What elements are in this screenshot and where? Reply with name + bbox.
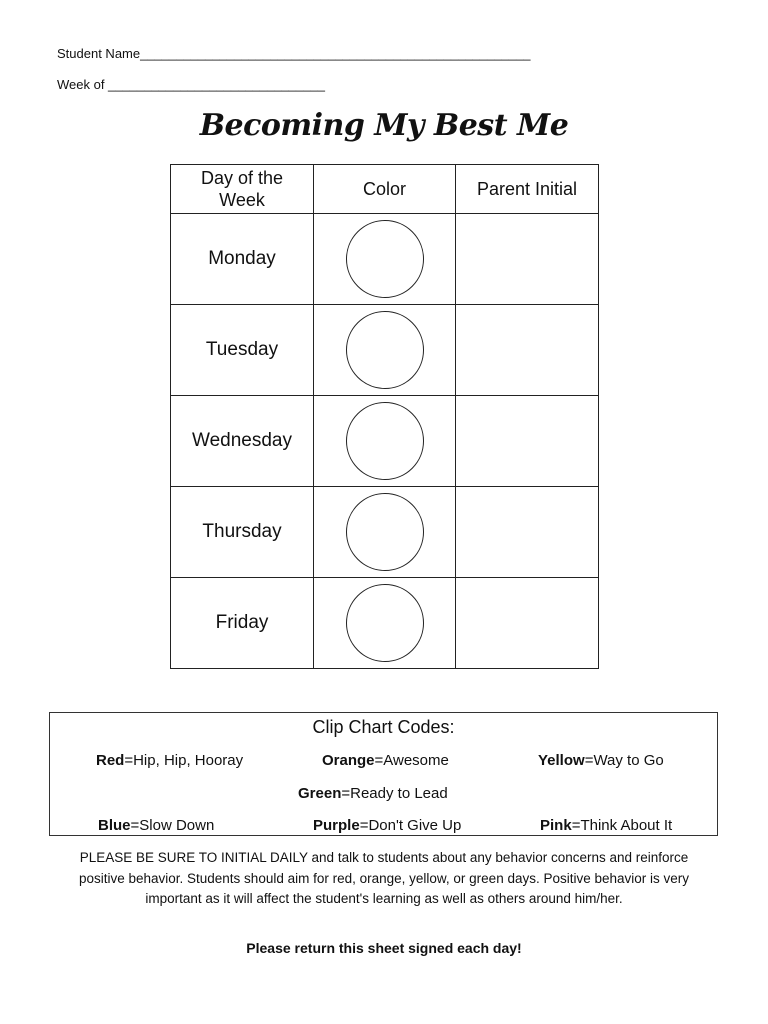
code-yellow — [538, 752, 664, 769]
color-circle[interactable] — [346, 220, 424, 298]
parent-initial-cell[interactable] — [456, 487, 599, 578]
table-row — [171, 214, 599, 305]
code-blue — [98, 817, 214, 834]
code-meaning: =Slow Down — [130, 817, 215, 834]
code-meaning: =Awesome — [374, 752, 449, 769]
header-day-label: Day of the Week — [200, 168, 284, 210]
code-red — [96, 752, 243, 769]
code-orange — [322, 752, 449, 769]
day-label: Monday — [171, 214, 314, 305]
parent-initial-cell[interactable] — [456, 305, 599, 396]
parent-initial-cell[interactable] — [456, 396, 599, 487]
code-meaning: =Ready to Lead — [341, 785, 448, 802]
table-row — [171, 396, 599, 487]
color-cell[interactable] — [314, 214, 456, 305]
code-meaning: =Think About It — [571, 817, 673, 834]
table-row — [171, 578, 599, 669]
page-title: Becoming My Best Me — [199, 108, 569, 143]
code-meaning: =Don't Give Up — [359, 817, 462, 834]
student-name-field[interactable]: Student Name______________________________________________________ — [57, 46, 531, 61]
code-meaning: =Hip, Hip, Hooray — [124, 752, 244, 769]
clip-chart-codes-box — [49, 712, 718, 836]
color-circle[interactable] — [346, 493, 424, 571]
clip-chart-codes-title: Clip Chart Codes: — [312, 717, 455, 737]
color-cell[interactable] — [314, 487, 456, 578]
day-label: Tuesday — [171, 305, 314, 396]
day-label: Wednesday — [171, 396, 314, 487]
code-color: Yellow — [538, 752, 585, 769]
code-color: Red — [96, 752, 125, 769]
code-purple — [313, 817, 461, 834]
code-color: Green — [298, 785, 342, 802]
week-of-field[interactable]: Week of ______________________________ — [57, 77, 325, 92]
code-meaning: =Way to Go — [584, 752, 664, 769]
header-parent-initial: Parent Initial — [456, 165, 599, 214]
code-color: Purple — [313, 817, 360, 834]
header-day — [171, 165, 314, 214]
parent-initial-cell[interactable] — [456, 214, 599, 305]
day-label: Thursday — [171, 487, 314, 578]
code-green — [298, 785, 448, 802]
table-row — [171, 487, 599, 578]
color-cell[interactable] — [314, 396, 456, 487]
color-circle[interactable] — [346, 402, 424, 480]
header-color: Color — [314, 165, 456, 214]
code-pink — [540, 817, 672, 834]
color-circle[interactable] — [346, 584, 424, 662]
code-color: Blue — [98, 817, 131, 834]
instructions-note: PLEASE BE SURE TO INITIAL DAILY and talk to students about any behavior concerns and reinforce positive behavior. Students should aim for red, orange, yellow, or green days. Positive behavior is very important as it will affect the student's learning as well as others around him/her. — [78, 850, 690, 906]
parent-initial-cell[interactable] — [456, 578, 599, 669]
table-header-row — [171, 165, 599, 214]
color-circle[interactable] — [346, 311, 424, 389]
day-label: Friday — [171, 578, 314, 669]
color-cell[interactable] — [314, 305, 456, 396]
table-row — [171, 305, 599, 396]
code-color: Pink — [540, 817, 572, 834]
color-cell[interactable] — [314, 578, 456, 669]
code-color: Orange — [322, 752, 375, 769]
behavior-tracker-table — [170, 164, 599, 669]
return-note: Please return this sheet signed each day! — [246, 940, 522, 956]
